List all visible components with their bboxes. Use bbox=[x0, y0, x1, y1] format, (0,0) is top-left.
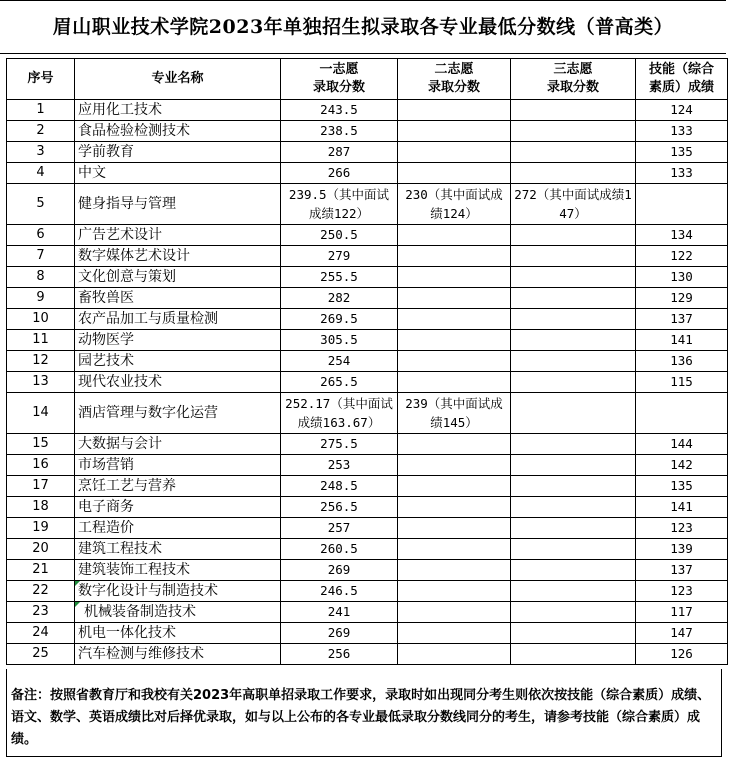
cell-second bbox=[398, 142, 511, 163]
cell-skill: 133 bbox=[636, 121, 728, 142]
cell-second bbox=[398, 309, 511, 330]
cell-skill: 141 bbox=[636, 330, 728, 351]
score-table bbox=[6, 58, 728, 665]
cell-third bbox=[511, 518, 636, 539]
cell-first: 243.5 bbox=[281, 100, 398, 121]
cell-no: 17 bbox=[7, 476, 75, 497]
cell-no: 19 bbox=[7, 518, 75, 539]
cell-skill: 137 bbox=[636, 309, 728, 330]
cell-first: 255.5 bbox=[281, 267, 398, 288]
cell-first: 266 bbox=[281, 163, 398, 184]
cell-second bbox=[398, 497, 511, 518]
cell-no: 12 bbox=[7, 351, 75, 372]
cell-no: 7 bbox=[7, 246, 75, 267]
cell-major: 学前教育 bbox=[75, 142, 281, 163]
cell-major: 工程造价 bbox=[75, 518, 281, 539]
cell-third bbox=[511, 225, 636, 246]
cell-first: 260.5 bbox=[281, 539, 398, 560]
cell-third bbox=[511, 623, 636, 644]
cell-second bbox=[398, 100, 511, 121]
table-row bbox=[7, 225, 728, 246]
cell-skill: 123 bbox=[636, 581, 728, 602]
cell-skill bbox=[636, 184, 728, 225]
table-row bbox=[7, 539, 728, 560]
cell-third bbox=[511, 602, 636, 623]
cell-skill: 123 bbox=[636, 518, 728, 539]
cell-third bbox=[511, 476, 636, 497]
cell-skill: 144 bbox=[636, 434, 728, 455]
cell-major: 应用化工技术 bbox=[75, 100, 281, 121]
cell-major: 汽车检测与维修技术 bbox=[75, 644, 281, 665]
cell-no: 14 bbox=[7, 393, 75, 434]
cell-no: 22 bbox=[7, 581, 75, 602]
cell-no: 21 bbox=[7, 560, 75, 581]
cell-no: 2 bbox=[7, 121, 75, 142]
cell-third bbox=[511, 142, 636, 163]
cell-second bbox=[398, 476, 511, 497]
cell-no: 25 bbox=[7, 644, 75, 665]
cell-major: 文化创意与策划 bbox=[75, 267, 281, 288]
cell-major: 中文 bbox=[75, 163, 281, 184]
table-row bbox=[7, 434, 728, 455]
cell-major: 数字化设计与制造技术 bbox=[75, 581, 281, 602]
cell-no: 16 bbox=[7, 455, 75, 476]
cell-skill: 115 bbox=[636, 372, 728, 393]
cell-major: 机械装备制造技术 bbox=[75, 602, 281, 623]
table-row bbox=[7, 351, 728, 372]
cell-no: 9 bbox=[7, 288, 75, 309]
table-row bbox=[7, 497, 728, 518]
header-third: 三志愿 录取分数 bbox=[511, 59, 636, 100]
cell-third bbox=[511, 581, 636, 602]
footnote: 备注：按照省教育厅和我校有关2023年高职单招录取工作要求，录取时如出现同分考生则依次按技能（综合素质）成绩、语文、数学、英语成绩比对后择优录取，如与以上公布的各专业最低录取分数线同分的考生，请参考技能（综合素质）成绩。 bbox=[6, 669, 722, 757]
table-row bbox=[7, 142, 728, 163]
cell-skill: 135 bbox=[636, 476, 728, 497]
header-row bbox=[7, 59, 728, 100]
cell-first: 279 bbox=[281, 246, 398, 267]
cell-first: 269 bbox=[281, 560, 398, 581]
table-row bbox=[7, 309, 728, 330]
cell-first: 269 bbox=[281, 623, 398, 644]
cell-no: 6 bbox=[7, 225, 75, 246]
cell-skill: 126 bbox=[636, 644, 728, 665]
cell-third bbox=[511, 372, 636, 393]
cell-skill: 135 bbox=[636, 142, 728, 163]
cell-skill: 133 bbox=[636, 163, 728, 184]
cell-no: 5 bbox=[7, 184, 75, 225]
cell-third bbox=[511, 393, 636, 434]
cell-no: 24 bbox=[7, 623, 75, 644]
cell-no: 11 bbox=[7, 330, 75, 351]
cell-second bbox=[398, 225, 511, 246]
cell-major: 现代农业技术 bbox=[75, 372, 281, 393]
table-row bbox=[7, 100, 728, 121]
cell-no: 13 bbox=[7, 372, 75, 393]
cell-second bbox=[398, 267, 511, 288]
cell-third bbox=[511, 100, 636, 121]
table-row bbox=[7, 267, 728, 288]
cell-skill: 134 bbox=[636, 225, 728, 246]
table-row bbox=[7, 121, 728, 142]
cell-first: 269.5 bbox=[281, 309, 398, 330]
cell-second bbox=[398, 623, 511, 644]
table-row bbox=[7, 393, 728, 434]
cell-first: 252.17（其中面试成绩163.67） bbox=[281, 393, 398, 434]
cell-major: 健身指导与管理 bbox=[75, 184, 281, 225]
table-row bbox=[7, 372, 728, 393]
table-row bbox=[7, 623, 728, 644]
header-skill: 技能（综合 素质）成绩 bbox=[636, 59, 728, 100]
cell-skill bbox=[636, 393, 728, 434]
cell-no: 20 bbox=[7, 539, 75, 560]
cell-third bbox=[511, 121, 636, 142]
cell-major: 数字媒体艺术设计 bbox=[75, 246, 281, 267]
cell-second bbox=[398, 560, 511, 581]
header-seq: 序号 bbox=[7, 59, 75, 100]
cell-first: 248.5 bbox=[281, 476, 398, 497]
cell-skill: 141 bbox=[636, 497, 728, 518]
table-row bbox=[7, 644, 728, 665]
cell-second bbox=[398, 163, 511, 184]
cell-major: 广告艺术设计 bbox=[75, 225, 281, 246]
cell-skill: 122 bbox=[636, 246, 728, 267]
cell-second: 239（其中面试成绩145） bbox=[398, 393, 511, 434]
cell-third bbox=[511, 246, 636, 267]
cell-first: 257 bbox=[281, 518, 398, 539]
cell-first: 282 bbox=[281, 288, 398, 309]
cell-major: 农产品加工与质量检测 bbox=[75, 309, 281, 330]
cell-second bbox=[398, 455, 511, 476]
cell-major: 食品检验检测技术 bbox=[75, 121, 281, 142]
cell-skill: 117 bbox=[636, 602, 728, 623]
cell-third: 272（其中面试成绩147） bbox=[511, 184, 636, 225]
cell-first: 238.5 bbox=[281, 121, 398, 142]
cell-major: 酒店管理与数字化运营 bbox=[75, 393, 281, 434]
cell-first: 256.5 bbox=[281, 497, 398, 518]
cell-first: 253 bbox=[281, 455, 398, 476]
cell-first: 254 bbox=[281, 351, 398, 372]
cell-first: 241 bbox=[281, 602, 398, 623]
table-row bbox=[7, 560, 728, 581]
cell-second bbox=[398, 434, 511, 455]
cell-first: 305.5 bbox=[281, 330, 398, 351]
cell-third bbox=[511, 497, 636, 518]
table-row bbox=[7, 455, 728, 476]
cell-third bbox=[511, 644, 636, 665]
cell-second bbox=[398, 644, 511, 665]
cell-third bbox=[511, 434, 636, 455]
table-row bbox=[7, 476, 728, 497]
cell-no: 3 bbox=[7, 142, 75, 163]
cell-second bbox=[398, 518, 511, 539]
cell-third bbox=[511, 351, 636, 372]
cell-second bbox=[398, 581, 511, 602]
cell-first: 239.5（其中面试成绩122） bbox=[281, 184, 398, 225]
cell-major: 大数据与会计 bbox=[75, 434, 281, 455]
cell-second bbox=[398, 372, 511, 393]
cell-no: 23 bbox=[7, 602, 75, 623]
page-title: 眉山职业技术学院2023年单独招生拟录取各专业最低分数线（普高类） bbox=[0, 0, 726, 54]
cell-no: 1 bbox=[7, 100, 75, 121]
table-row bbox=[7, 184, 728, 225]
cell-major: 市场营销 bbox=[75, 455, 281, 476]
table-row bbox=[7, 163, 728, 184]
cell-major: 畜牧兽医 bbox=[75, 288, 281, 309]
cell-major: 烹饪工艺与营养 bbox=[75, 476, 281, 497]
cell-skill: 136 bbox=[636, 351, 728, 372]
cell-first: 250.5 bbox=[281, 225, 398, 246]
table-row bbox=[7, 330, 728, 351]
header-first: 一志愿 录取分数 bbox=[281, 59, 398, 100]
header-second: 二志愿 录取分数 bbox=[398, 59, 511, 100]
cell-no: 18 bbox=[7, 497, 75, 518]
cell-skill: 137 bbox=[636, 560, 728, 581]
cell-no: 10 bbox=[7, 309, 75, 330]
table-row bbox=[7, 288, 728, 309]
cell-third bbox=[511, 330, 636, 351]
cell-skill: 129 bbox=[636, 288, 728, 309]
cell-third bbox=[511, 455, 636, 476]
cell-skill: 142 bbox=[636, 455, 728, 476]
cell-major: 电子商务 bbox=[75, 497, 281, 518]
cell-second bbox=[398, 539, 511, 560]
cell-second bbox=[398, 330, 511, 351]
cell-major: 建筑工程技术 bbox=[75, 539, 281, 560]
cell-skill: 147 bbox=[636, 623, 728, 644]
cell-major: 建筑装饰工程技术 bbox=[75, 560, 281, 581]
table-row bbox=[7, 246, 728, 267]
table-row bbox=[7, 518, 728, 539]
cell-second: 230（其中面试成绩124） bbox=[398, 184, 511, 225]
cell-major: 园艺技术 bbox=[75, 351, 281, 372]
cell-first: 265.5 bbox=[281, 372, 398, 393]
cell-second bbox=[398, 351, 511, 372]
cell-no: 4 bbox=[7, 163, 75, 184]
cell-skill: 130 bbox=[636, 267, 728, 288]
cell-third bbox=[511, 267, 636, 288]
table-row bbox=[7, 602, 728, 623]
header-major: 专业名称 bbox=[75, 59, 281, 100]
cell-no: 15 bbox=[7, 434, 75, 455]
cell-major: 机电一体化技术 bbox=[75, 623, 281, 644]
cell-second bbox=[398, 602, 511, 623]
cell-first: 287 bbox=[281, 142, 398, 163]
cell-third bbox=[511, 309, 636, 330]
cell-major: 动物医学 bbox=[75, 330, 281, 351]
cell-third bbox=[511, 288, 636, 309]
cell-second bbox=[398, 288, 511, 309]
cell-no: 8 bbox=[7, 267, 75, 288]
cell-first: 275.5 bbox=[281, 434, 398, 455]
cell-third bbox=[511, 539, 636, 560]
cell-second bbox=[398, 121, 511, 142]
cell-third bbox=[511, 163, 636, 184]
cell-first: 256 bbox=[281, 644, 398, 665]
cell-skill: 124 bbox=[636, 100, 728, 121]
cell-second bbox=[398, 246, 511, 267]
cell-third bbox=[511, 560, 636, 581]
table-row bbox=[7, 581, 728, 602]
cell-first: 246.5 bbox=[281, 581, 398, 602]
cell-skill: 139 bbox=[636, 539, 728, 560]
